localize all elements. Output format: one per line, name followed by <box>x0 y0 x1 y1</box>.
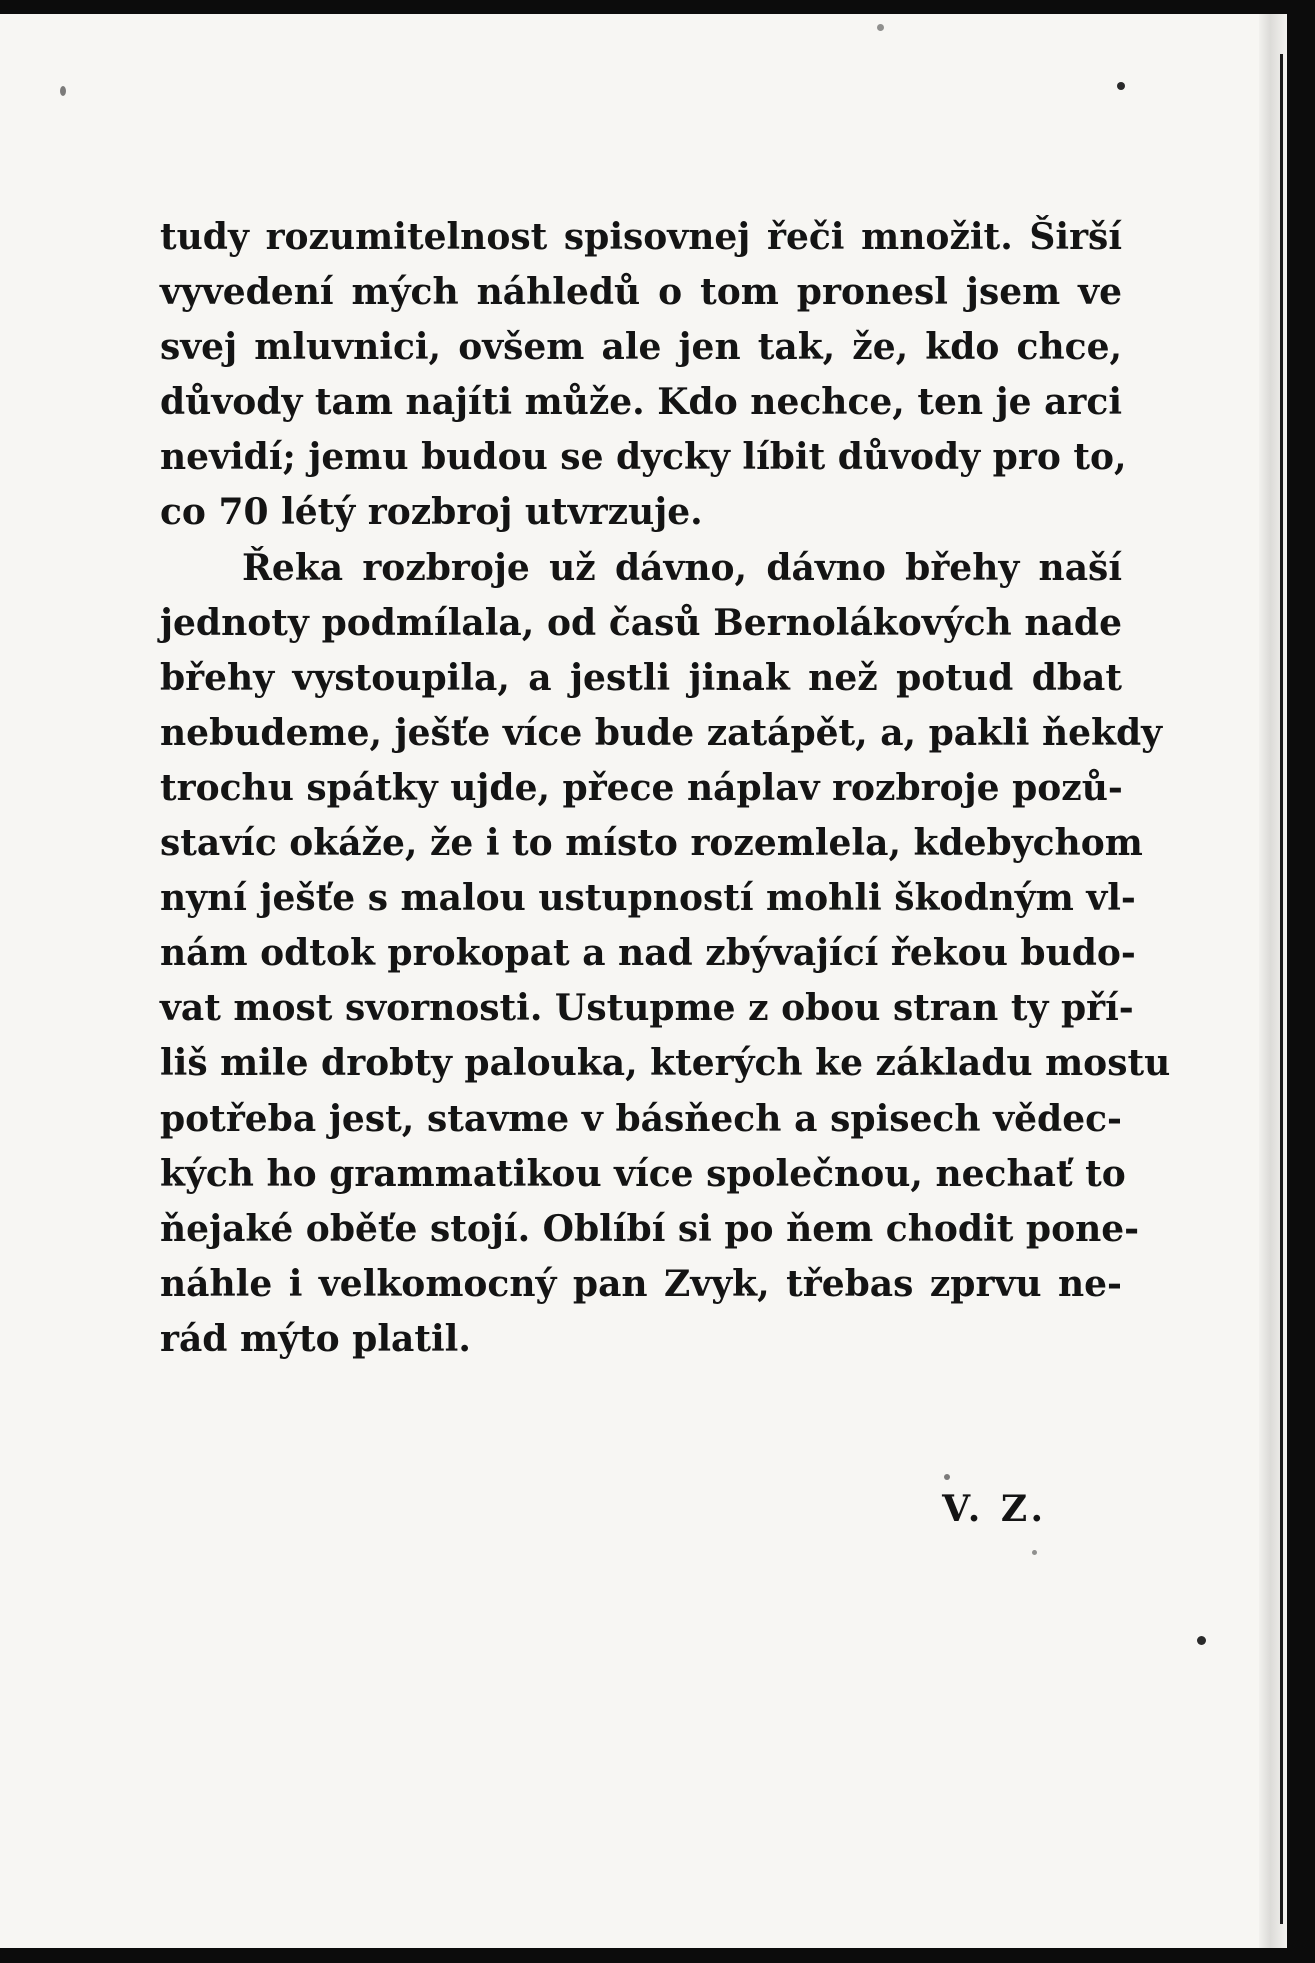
text-line: důvody tam najíti může. Kdo nechce, ten je arci <box>160 381 1122 424</box>
print-speck <box>1197 1636 1206 1645</box>
text-line: stavíc okáže, že i to místo rozemlela, kdebychom <box>160 822 1143 865</box>
text-line: co 70 létý rozbroj utvrzuje. <box>160 491 703 534</box>
text-line: ňejaké oběťe stojí. Oblíbí si po ňem chodit pone- <box>160 1207 1140 1250</box>
body-text <box>160 210 1171 1367</box>
text-line: vat most svornosti. Ustupme z obou stran ty pří- <box>160 987 1134 1030</box>
text-line: potřeba jest, stavme v básňech a spisech vědec- <box>160 1097 1122 1140</box>
text-line: liš mile drobty palouka, kterých ke základu mostu <box>160 1042 1171 1085</box>
text-line: náhle i velkomocný pan Zvyk, třebas zprvu ne- <box>160 1262 1122 1305</box>
print-speck <box>877 24 884 31</box>
text-line: jednoty podmílala, od časů Bernolákových nade <box>160 601 1122 644</box>
text-line: břehy vystoupila, a jestli jinak než potud dbat <box>160 656 1122 699</box>
text-line: rád mýto platil. <box>160 1317 471 1360</box>
print-speck <box>944 1474 950 1480</box>
text-line: nebudeme, ješťe více bude zatápět, a, pakli ňekdy <box>160 711 1163 754</box>
binding-line <box>1280 54 1283 1924</box>
binding-edge <box>1259 14 1287 1948</box>
text-line: nyní ješťe s malou ustupností mohli škodným vl- <box>160 877 1136 920</box>
paragraph-start-line: Řeka rozbroje už dávno, dávno břehy naší <box>242 546 1122 589</box>
book-page <box>0 14 1287 1948</box>
text-line: nám odtok prokopat a nad zbývající řekou budo- <box>160 932 1136 975</box>
print-speck <box>1117 82 1125 90</box>
text-line: kých ho grammatikou více společnou, nechať to <box>160 1152 1126 1195</box>
print-speck <box>60 86 66 96</box>
signature: V. Z. <box>942 1488 1047 1530</box>
text-line: nevidí; jemu budou se dycky líbit důvody pro to, <box>160 436 1127 479</box>
print-speck <box>1032 1550 1037 1555</box>
text-line: tudy rozumitelnost spisovnej řeči množit. Širší <box>160 216 1122 258</box>
text-line: vyvedení mých náhledů o tom pronesl jsem ve <box>160 271 1122 314</box>
text-line: svej mluvnici, ovšem ale jen tak, že, kdo chce, <box>160 326 1122 369</box>
text-line: trochu spátky ujde, přece náplav rozbroje pozů- <box>160 766 1123 809</box>
